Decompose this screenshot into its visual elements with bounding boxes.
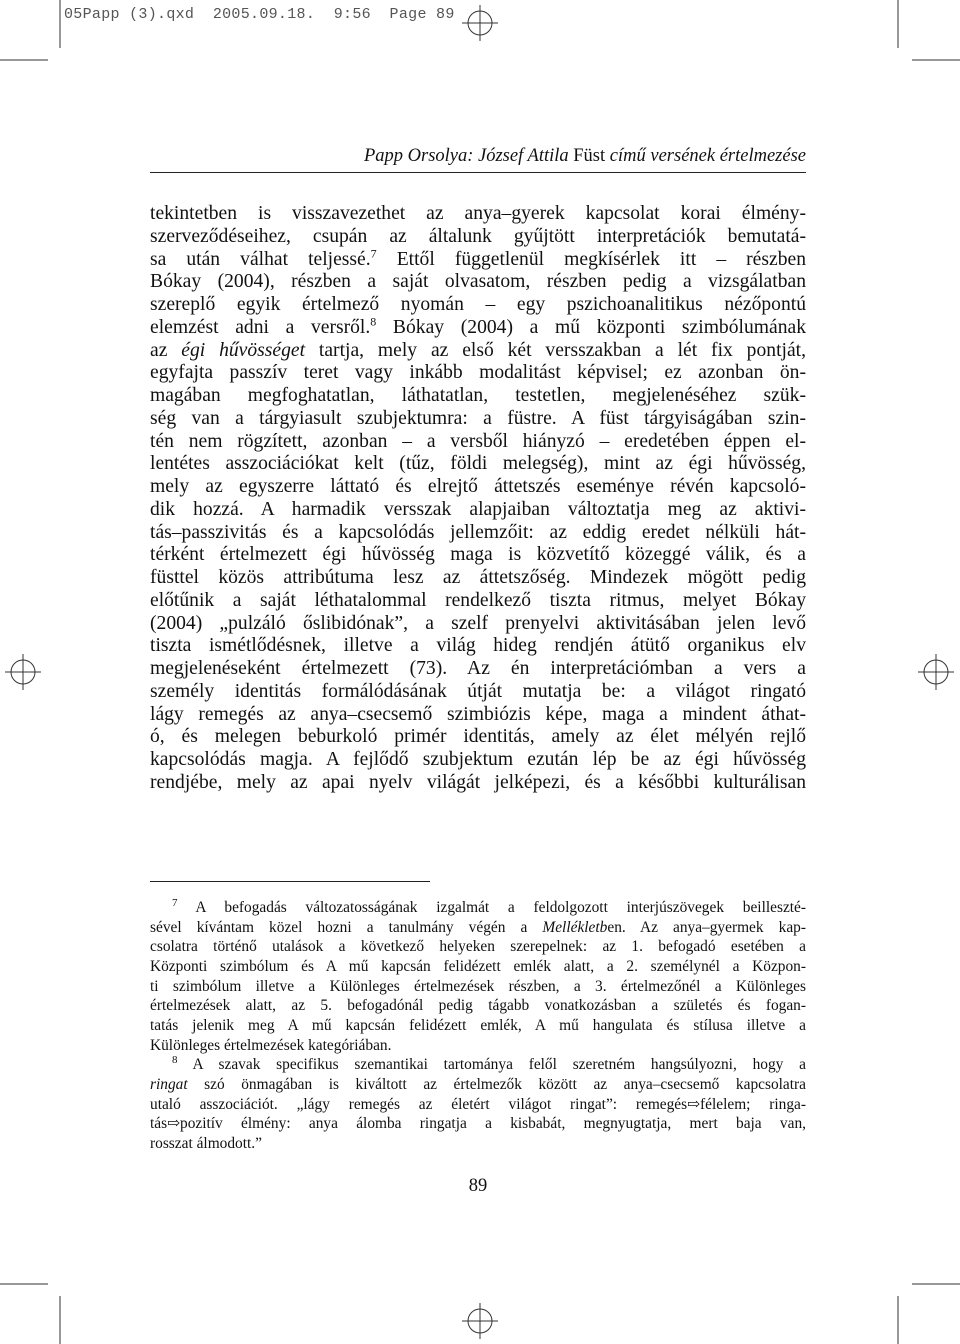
emphasis: ringat bbox=[150, 1075, 188, 1093]
text-line bbox=[150, 635, 806, 658]
text-line bbox=[150, 314, 806, 340]
body-text bbox=[150, 203, 806, 795]
line-text: megjelenéseként értelmezett (73). Az én interpretációmban a vers a bbox=[150, 658, 806, 679]
text-line bbox=[150, 1114, 806, 1134]
text-line bbox=[150, 245, 806, 272]
line-text: értelmezések alatt, az 5. befogadónál pedig tágabb vonatkozásban a születés és fogan- bbox=[150, 997, 806, 1015]
line-text: füsttel közös attribútuma lesz az áttetszőség. Mindezek mögött pedig bbox=[150, 567, 806, 588]
text-line bbox=[150, 522, 806, 545]
text-line bbox=[150, 898, 806, 918]
emphasis: égi hűvösséget bbox=[181, 339, 306, 361]
line-text: tatás jelenik meg A mű kapcsán felidézett emlék, A mű hangulata és stílusa illetve a bbox=[150, 1016, 806, 1034]
line-text: tekintetben is visszavezethet az anya–gyerek kapcsolat korai élmény- bbox=[150, 203, 806, 224]
line-text: elemzést adni a versről. bbox=[150, 316, 371, 338]
line-text: en. Az anya–gyermek kap- bbox=[607, 918, 806, 936]
text-line bbox=[150, 476, 806, 499]
footnotes bbox=[150, 898, 806, 1154]
registration-mark-left bbox=[5, 654, 41, 690]
text-line bbox=[150, 704, 806, 727]
line-text: kapcsolódás magja. A fejlődő szubjektum ezután lép be az égi hűvösség bbox=[150, 749, 806, 770]
line-text: személy identitás formálódásának útját mutatja be: a világot ringató bbox=[150, 680, 806, 702]
line-text: Bókay (2004) a mű központi szimbólumának bbox=[376, 316, 806, 338]
line-text: szerveződéseihez, csupán az általunk gyűjtött interpretációk bemutatá- bbox=[150, 225, 806, 247]
line-text: szó önmagában is kiváltott az értelmezők között az anya–csecsemő kapcsolatra bbox=[187, 1075, 806, 1093]
registration-mark-bottom bbox=[462, 1303, 498, 1339]
text-line bbox=[150, 271, 806, 294]
text-line bbox=[150, 203, 806, 226]
line-text: dik hozzá. A harmadik versszak alapjaiban változtatja meg az aktivi- bbox=[150, 498, 806, 520]
line-text: Ettől függetlenül megkísérlek itt – részben bbox=[376, 248, 806, 270]
line-text: Bókay (2004), részben a saját olvasatom, részben pedig a vizsgálatban bbox=[150, 271, 806, 293]
line-text: tás⇨pozitív élmény: anya álomba ringatja a kisbabát, megnyugtatja, mert baja van, bbox=[150, 1115, 806, 1133]
line-text: ó, és melegen beburkoló primér identitás, amely az élet mélyén rejlő bbox=[150, 726, 806, 748]
footnote-ref: 7 bbox=[370, 245, 377, 260]
line-text: rosszat álmodott.” bbox=[150, 1134, 262, 1152]
line-text: egyfajta passzív teret vagy inkább modalitást képvisel; ez azonban ön- bbox=[150, 362, 806, 384]
text-line bbox=[150, 726, 806, 749]
line-text: térként értelmezett égi hűvösség maga is közvetítő közeggé válik, és a bbox=[150, 544, 806, 566]
text-line bbox=[150, 590, 806, 613]
registration-mark-top bbox=[462, 5, 498, 41]
text-line bbox=[150, 996, 806, 1016]
line-text: az bbox=[150, 339, 182, 361]
text-line bbox=[150, 1075, 806, 1095]
header-poem-title: Füst bbox=[573, 146, 606, 166]
text-line bbox=[150, 957, 806, 977]
text-line bbox=[150, 453, 806, 476]
text-line bbox=[150, 918, 806, 938]
text-line bbox=[150, 567, 806, 590]
line-text: Különleges értelmezések kategóriában. bbox=[150, 1036, 392, 1054]
line-text: tás–passzivitás és a kapcsolódás jellemzőit: az eddig eredet nélküli hát- bbox=[150, 521, 806, 543]
running-header bbox=[150, 146, 806, 173]
line-text: (2004) „pulzáló őslibidónak”, a szelf prenyelvi aktivitásában jelen levő bbox=[150, 612, 806, 634]
text-line bbox=[150, 408, 806, 431]
line-text: A befogadás változatosságának izgalmát a feldolgozott interjúszövegek beilleszté- bbox=[195, 899, 807, 916]
text-line bbox=[150, 613, 806, 636]
line-text: sével kívántam közel hozni a tanulmány végén a bbox=[150, 918, 543, 936]
line-text: tiszta ismétlődésnek, illetve a világ hideg rendjén átütő organikus elv bbox=[150, 635, 806, 657]
text-line bbox=[150, 1036, 806, 1056]
header-author-title: Papp Orsolya: József Attila bbox=[363, 146, 574, 166]
text-line bbox=[150, 499, 806, 522]
line-text: rendjébe, mely az apai nyelv világát jelképezi, és a későbbi kulturálisan bbox=[150, 771, 806, 793]
text-line bbox=[150, 749, 806, 772]
text-line bbox=[150, 226, 806, 249]
text-line bbox=[150, 1055, 806, 1075]
line-text: tén nem rögzített, azonban – a versből hiányzó – eredetében éppen el- bbox=[150, 430, 806, 452]
line-text: szereplő egyik értelmező nyomán – egy pszichoanalitikus nézőpontú bbox=[150, 294, 806, 315]
registration-mark-right bbox=[918, 654, 954, 690]
text-line bbox=[150, 772, 806, 795]
line-text: Központi szimbólum és A mű kapcsán felidézett emlék alatt, a 2. személynél a Közpon- bbox=[150, 957, 806, 975]
page-number: 89 bbox=[468, 1176, 488, 1196]
line-text: lágy remegés az anya–csecsemő szimbiózis képe, maga a mindent áthat- bbox=[150, 703, 806, 725]
line-text: ség van a tárgyiasult szubjektumra: a füstre. A füst tárgyiságában szin- bbox=[150, 407, 806, 429]
text-line bbox=[150, 681, 806, 704]
footnote-ref: 8 bbox=[370, 314, 377, 329]
print-slug: 05Papp (3).qxd 2005.09.18. 9:56 Page 89 bbox=[64, 6, 455, 23]
text-line bbox=[150, 1134, 806, 1154]
text-line bbox=[150, 977, 806, 997]
line-text: utaló asszociációt. „lágy remegés az életért világot ringat”: remegés⇨félelem; ringa- bbox=[150, 1095, 806, 1113]
line-text: sa után válhat teljessé. bbox=[150, 248, 371, 270]
header-title-suffix: című versének értelmezése bbox=[605, 146, 806, 166]
line-text: előtűnik a saját léthatalommal rendelkező tiszta ritmus, melyet Bókay bbox=[150, 589, 806, 611]
text-line bbox=[150, 385, 806, 408]
text-line bbox=[150, 1016, 806, 1036]
emphasis: Mellékletb bbox=[542, 918, 608, 936]
line-text: tartja, mely az első két versszakban a lét fix pontját, bbox=[305, 339, 806, 361]
text-line bbox=[150, 658, 806, 681]
footnote-number: 7 bbox=[172, 896, 178, 909]
text-line bbox=[150, 544, 806, 567]
line-text: lentétes asszociációkat kelt (tűz, földi melegség), mint az égi hűvösség, bbox=[150, 453, 806, 475]
text-line bbox=[150, 431, 806, 454]
line-text: csolatra történő utalások a következő helyeken szerepelnek: az 1. befogadó esetében a bbox=[150, 938, 806, 956]
line-text: ti szimbólum illetve a Különleges értelmezések részben, a 3. értelmezőnél a Különleges bbox=[150, 977, 806, 995]
line-text: magában megfoghatatlan, láthatatlan, testetlen, megjelenéséhez szük- bbox=[150, 385, 806, 406]
footnote-number: 8 bbox=[172, 1054, 178, 1067]
text-line bbox=[150, 340, 806, 363]
text-line bbox=[150, 362, 806, 385]
line-text: mely az egyszerre láttató és elrejtő áttetszés eseménye révén kapcsoló- bbox=[150, 476, 806, 497]
text-line bbox=[150, 937, 806, 957]
text-line bbox=[150, 294, 806, 317]
text-line bbox=[150, 1095, 806, 1115]
footnote-separator bbox=[150, 881, 430, 882]
line-text: A szavak specifikus szemantikai tartománya felől szeretném hangsúlyozni, hogy a bbox=[192, 1056, 806, 1074]
